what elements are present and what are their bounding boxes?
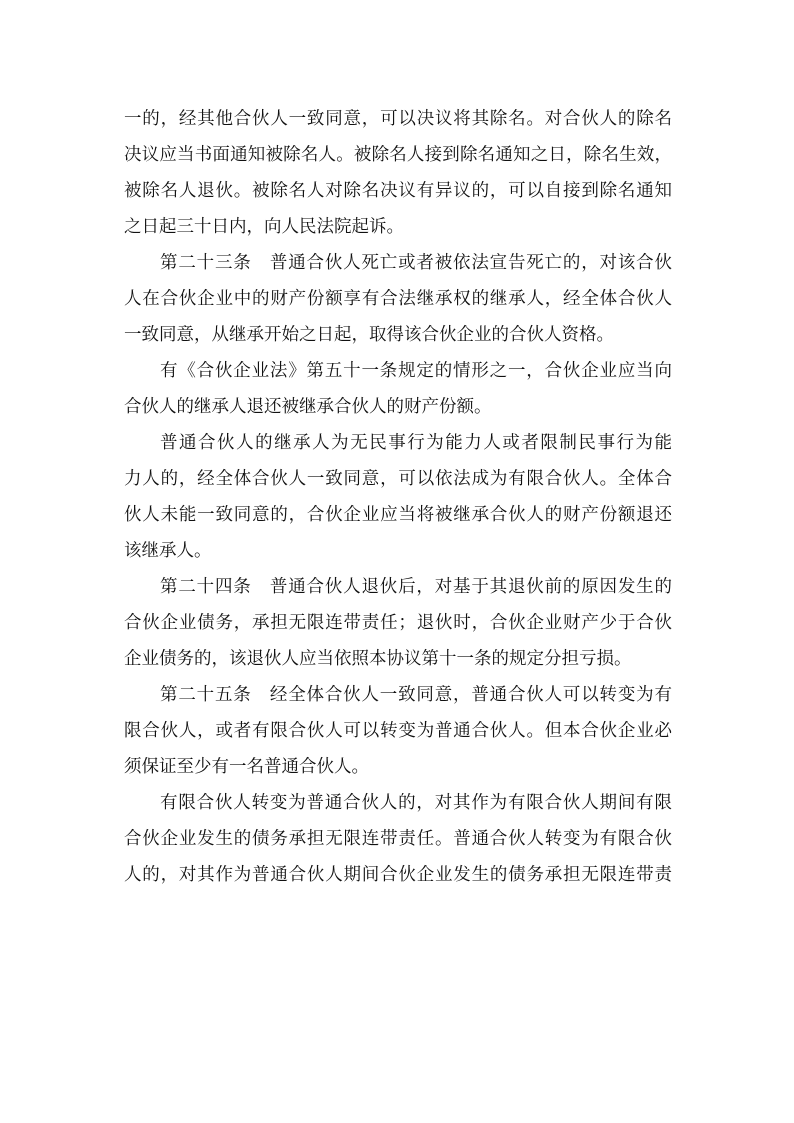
text-line: 有限合伙人转变为普通合伙人的，对其作为有限合伙人期间有限 <box>160 793 672 813</box>
text-line: 第二十三条 普通合伙人死亡或者被依法宣告死亡的，对该合伙 <box>160 253 672 273</box>
text-line: 合伙企业发生的债务承担无限连带责任。普通合伙人转变为有限合伙 <box>124 829 672 849</box>
document-body <box>124 101 672 893</box>
text-line: 须保证至少有一名普通合伙人。 <box>124 757 369 777</box>
paragraph-article-25-conversion <box>124 785 672 893</box>
paragraph-article-25 <box>124 677 672 785</box>
text-line: 人在合伙企业中的财产份额享有合法继承权的继承人，经全体合伙人 <box>124 289 672 309</box>
text-line: 有《合伙企业法》第五十一条规定的情形之一，合伙企业应当向 <box>160 361 672 381</box>
text-line: 企业债务的，该退伙人应当依照本协议第十一条的规定分担亏损。 <box>124 649 632 669</box>
text-line: 该继承人。 <box>124 541 212 561</box>
text-line: 合伙企业债务，承担无限连带责任；退伙时，合伙企业财产少于合伙 <box>124 613 672 633</box>
text-line: 一的，经其他合伙人一致同意，可以决议将其除名。对合伙人的除名 <box>124 109 672 129</box>
text-line: 决议应当书面通知被除名人。被除名人接到除名通知之日，除名生效， <box>124 145 672 165</box>
text-line: 合伙人的继承人退还被继承合伙人的财产份额。 <box>124 397 492 417</box>
text-line: 被除名人退伙。被除名人对除名决议有异议的，可以自接到除名通知 <box>124 181 672 201</box>
text-line: 第二十五条 经全体合伙人一致同意，普通合伙人可以转变为有 <box>160 685 672 705</box>
text-line: 之日起三十日内，向人民法院起诉。 <box>124 217 404 237</box>
paragraph-article-23 <box>124 245 672 353</box>
text-line: 第二十四条 普通合伙人退伙后，对基于其退伙前的原因发生的 <box>160 577 672 597</box>
paragraph-expulsion-continued <box>124 101 672 245</box>
text-line: 伙人未能一致同意的，合伙企业应当将被继承合伙人的财产份额退还 <box>124 505 672 525</box>
text-line: 限合伙人，或者有限合伙人可以转变为普通合伙人。但本合伙企业必 <box>124 721 672 741</box>
text-line: 人的，对其作为普通合伙人期间合伙企业发生的债务承担无限连带责 <box>124 865 672 885</box>
paragraph-article-23-limited-capacity <box>124 425 672 569</box>
text-line: 普通合伙人的继承人为无民事行为能力人或者限制民事行为能 <box>160 433 672 453</box>
text-line: 一致同意，从继承开始之日起，取得该合伙企业的合伙人资格。 <box>124 325 614 345</box>
paragraph-article-24 <box>124 569 672 677</box>
paragraph-article-23-return-share <box>124 353 672 425</box>
text-line: 力人的，经全体合伙人一致同意，可以依法成为有限合伙人。全体合 <box>124 469 672 489</box>
